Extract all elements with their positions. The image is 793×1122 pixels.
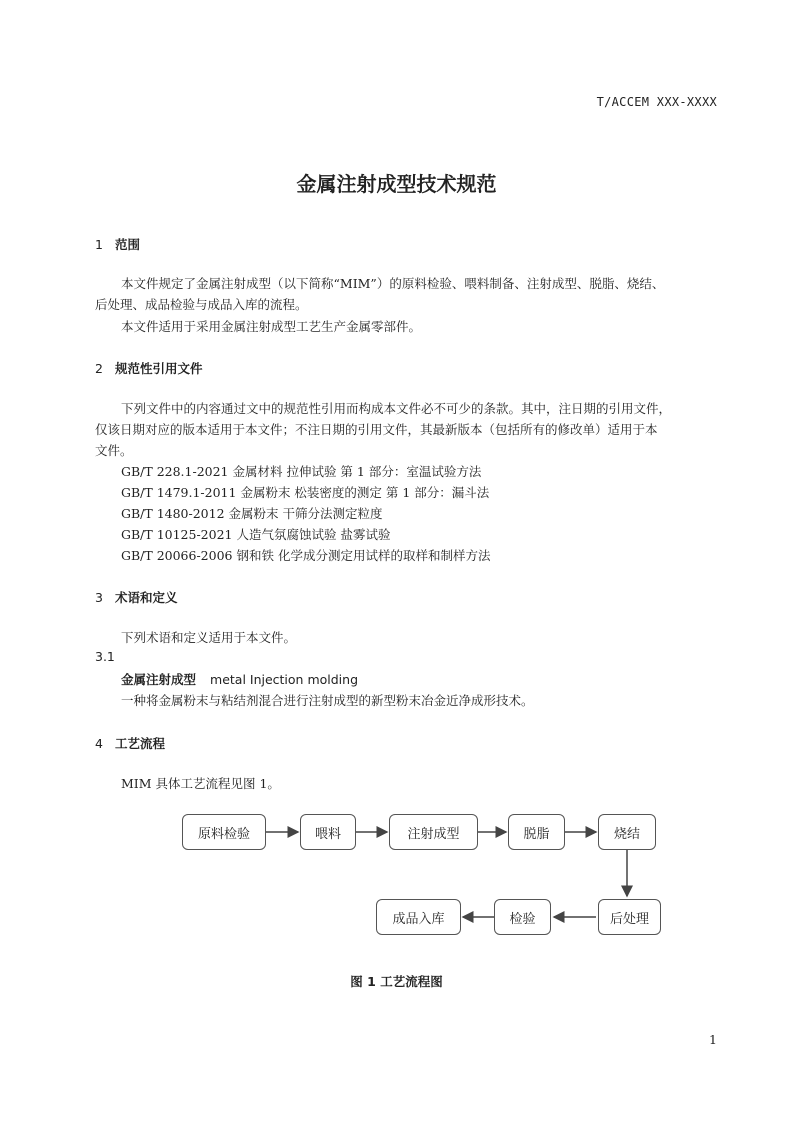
flow-step-feedstock: 喂料 (300, 814, 356, 850)
clause-number: 3.1 (95, 649, 115, 664)
paragraph-line: 文件。 (95, 443, 133, 458)
section-4-intro: MIM 具体工艺流程见图 1。 (121, 776, 280, 791)
reference-item: GB/T 1479.1-2011 金属粉末 松装密度的测定 第 1 部分：漏斗法 (121, 485, 490, 500)
reference-item: GB/T 10125-2021 人造气氛腐蚀试验 盐雾试验 (121, 527, 391, 542)
reference-item: GB/T 1480-2012 金属粉末 干筛分法测定粒度 (121, 506, 383, 521)
document-code: T/ACCEM XXX-XXXX (596, 95, 717, 109)
page-number: 1 (709, 1032, 717, 1047)
paragraph-line: 仅该日期对应的版本适用于本文件；不注日期的引用文件，其最新版本（包括所有的修改单）适用于本 (95, 422, 658, 437)
section-title: 术语和定义 (115, 590, 178, 605)
figure-caption: 图 1 工艺流程图 (350, 974, 443, 989)
section-1-paragraph-2: 本文件适用于采用金属注射成型工艺生产金属零部件。 (121, 319, 422, 334)
flow-step-inspection: 检验 (494, 899, 551, 935)
flow-step-sintering: 烧结 (598, 814, 656, 850)
section-number: 2 (95, 361, 103, 376)
flow-step-injection-molding: 注射成型 (389, 814, 478, 850)
term-chinese: 金属注射成型 (121, 672, 197, 687)
flow-step-raw-material-inspection: 原料检验 (182, 814, 266, 850)
paragraph-line: 后处理、成品检验与成品入库的流程。 (95, 297, 308, 312)
flow-step-debinding: 脱脂 (508, 814, 565, 850)
flow-step-warehousing: 成品入库 (376, 899, 461, 935)
section-number: 4 (95, 736, 103, 751)
section-number: 3 (95, 590, 103, 605)
reference-item: GB/T 228.1-2021 金属材料 拉伸试验 第 1 部分：室温试验方法 (121, 464, 482, 479)
term-definition: 一种将金属粉末与粘结剂混合进行注射成型的新型粉末冶金近净成形技术。 (121, 693, 534, 708)
paragraph-line: 本文件规定了金属注射成型（以下简称“MIM”）的原料检验、喂料制备、注射成型、脱脂、烧结、 (121, 276, 665, 291)
paragraph-line: 下列文件中的内容通过文中的规范性引用而构成本文件必不可少的条款。其中，注日期的引用文件， (121, 401, 672, 416)
section-3-intro: 下列术语和定义适用于本文件。 (121, 630, 297, 645)
flow-step-post-processing: 后处理 (598, 899, 661, 935)
section-number: 1 (95, 237, 103, 252)
section-title: 工艺流程 (115, 736, 166, 751)
page-title: 金属注射成型技术规范 (296, 172, 497, 196)
term-english: metal Injection molding (210, 672, 359, 687)
section-title: 规范性引用文件 (115, 361, 203, 376)
reference-item: GB/T 20066-2006 钢和铁 化学成分测定用试样的取样和制样方法 (121, 548, 491, 563)
section-title: 范围 (115, 237, 141, 252)
